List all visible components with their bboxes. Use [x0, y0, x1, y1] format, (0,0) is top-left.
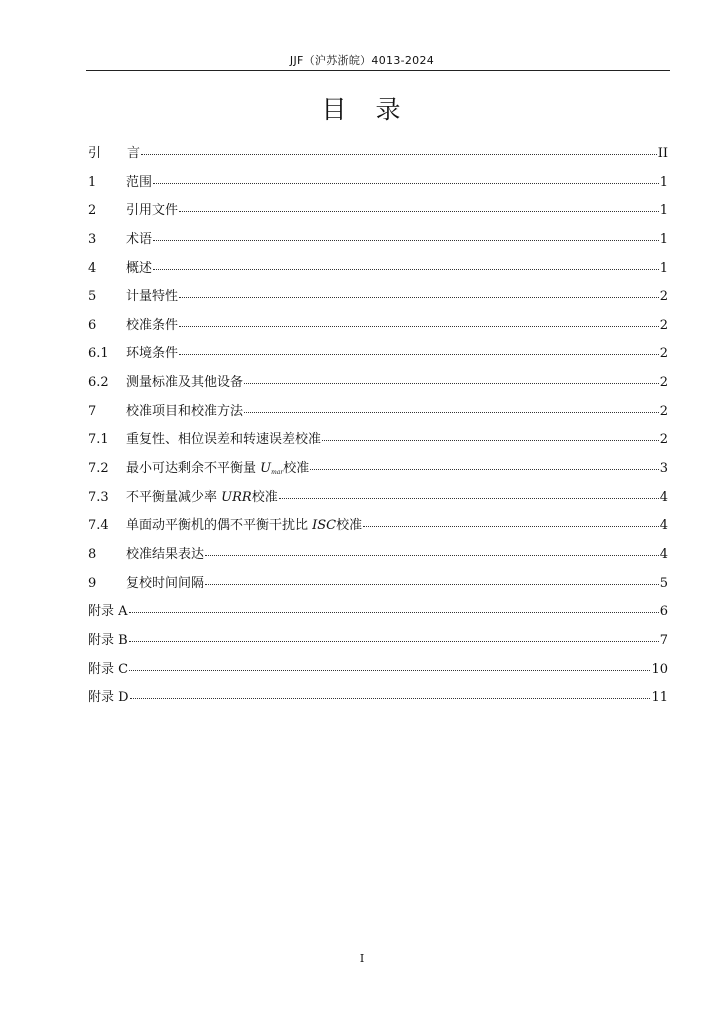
toc-label-suffix: 校准 [283, 461, 310, 477]
toc-label-suffix: 校准 [336, 518, 363, 534]
toc-entry-7-2[interactable] [88, 455, 668, 484]
dot-leader [179, 210, 659, 212]
toc-label: 校准项目和校准方法 [126, 403, 244, 419]
symbol-variable: U [260, 461, 272, 477]
toc-page: 5 [659, 575, 668, 591]
toc-number: 6 [88, 317, 97, 333]
toc-label: 引 言 [88, 146, 141, 161]
header-rule [86, 70, 670, 71]
toc-page: 4 [659, 546, 668, 562]
toc-label: 范围 [126, 174, 153, 190]
toc-number: 9 [88, 575, 97, 591]
toc-label: 环境条件 [126, 346, 179, 362]
dot-leader [279, 497, 659, 499]
toc-label: 引用文件 [126, 203, 179, 219]
toc-number: 7 [88, 403, 97, 419]
toc-page: 10 [651, 661, 668, 677]
toc-label: 校准条件 [126, 317, 179, 333]
dot-leader [153, 182, 659, 184]
toc-entry-appendix-b[interactable] [88, 627, 668, 656]
dot-leader [205, 583, 659, 585]
toc-label: 校准结果表达 [126, 546, 205, 562]
dot-leader [179, 296, 659, 298]
toc-entry-7-3[interactable] [88, 484, 668, 513]
toc-page: 2 [659, 289, 668, 305]
toc-page: 3 [659, 461, 668, 477]
toc-entry-3[interactable] [88, 226, 668, 255]
toc-number: 7.1 [88, 432, 109, 448]
toc-entry-8[interactable] [88, 541, 668, 570]
toc-number: 5 [88, 289, 97, 305]
dot-leader [129, 640, 659, 642]
toc-number: 8 [88, 546, 97, 562]
toc-label [126, 512, 362, 541]
toc-page: 2 [659, 432, 668, 448]
toc-page: 1 [659, 174, 668, 190]
toc-entry-2[interactable] [88, 197, 668, 226]
dot-leader [179, 353, 659, 355]
toc-entry-6-1[interactable] [88, 340, 668, 369]
toc-number: 7.3 [88, 489, 109, 505]
toc-entry-7[interactable] [88, 398, 668, 427]
toc-label: 附录 D [88, 690, 129, 706]
toc-entry-4[interactable] [88, 255, 668, 284]
toc-number: 7.2 [88, 461, 109, 477]
toc-entry-7-1[interactable] [88, 426, 668, 455]
toc-number: 2 [88, 203, 97, 219]
dot-leader [363, 525, 659, 527]
dot-leader [129, 611, 659, 613]
toc-entry-1[interactable] [88, 169, 668, 198]
dot-leader [244, 382, 659, 384]
toc-label [126, 484, 278, 513]
page-number: I [359, 952, 365, 965]
toc-page: 2 [659, 375, 668, 391]
toc-label: 重复性、相位误差和转速误差校准 [126, 432, 322, 448]
toc-label: 计量特性 [126, 289, 179, 305]
dot-leader [244, 411, 659, 413]
toc-label-text: 最小可达剩余不平衡量 [126, 461, 261, 477]
toc-page: 7 [659, 632, 668, 648]
toc-page: 1 [659, 231, 668, 247]
dot-leader [205, 554, 659, 556]
dot-leader [310, 468, 658, 470]
toc-number: 6.2 [88, 375, 109, 391]
symbol-variable: ISC [312, 518, 337, 534]
toc-page: 2 [659, 317, 668, 333]
toc-number: 3 [88, 231, 97, 247]
toc-number: 7.4 [88, 518, 109, 534]
toc-page: 1 [659, 260, 668, 276]
toc-entry-foreword[interactable] [88, 140, 668, 169]
dot-leader [130, 697, 651, 699]
toc-title: 目 录 [321, 95, 403, 124]
toc-label: 附录 B [88, 632, 128, 648]
toc-page: 11 [651, 690, 668, 706]
toc-label: 附录 A [88, 604, 128, 620]
toc-entry-appendix-d[interactable] [88, 684, 668, 713]
toc-page: 6 [659, 604, 668, 620]
toc-label-suffix: 校准 [251, 489, 278, 505]
toc-number: 6.1 [88, 346, 109, 362]
symbol-variable: URR [221, 489, 252, 505]
dot-leader [153, 239, 659, 241]
toc-number: 1 [88, 174, 97, 190]
symbol-subscript: mar [271, 469, 284, 477]
running-header: JJF（沪苏浙皖）4013-2024 [289, 54, 435, 67]
toc-label: 概述 [126, 260, 153, 276]
toc-label: 复校时间间隔 [126, 575, 205, 591]
toc-page: 4 [659, 518, 668, 534]
table-of-contents [88, 140, 668, 713]
toc-page: 1 [659, 203, 668, 219]
toc-page: II [657, 146, 668, 161]
toc-entry-5[interactable] [88, 283, 668, 312]
toc-label: 测量标准及其他设备 [126, 375, 244, 391]
toc-label-text: 单面动平衡机的偶不平衡干扰比 [126, 518, 313, 534]
toc-entry-6[interactable] [88, 312, 668, 341]
dot-leader [322, 439, 659, 441]
toc-page: 4 [659, 489, 668, 505]
toc-entry-appendix-a[interactable] [88, 598, 668, 627]
dot-leader [179, 325, 659, 327]
toc-entry-6-2[interactable] [88, 369, 668, 398]
dot-leader [141, 153, 657, 155]
toc-page: 2 [659, 403, 668, 419]
toc-entry-9[interactable] [88, 570, 668, 599]
toc-entry-appendix-c[interactable] [88, 656, 668, 685]
toc-number: 4 [88, 260, 97, 276]
toc-entry-7-4[interactable] [88, 512, 668, 541]
toc-label-text: 不平衡量减少率 [126, 489, 222, 505]
toc-label: 术语 [126, 231, 153, 247]
dot-leader [129, 669, 650, 671]
dot-leader [153, 268, 659, 270]
toc-label: 附录 C [88, 661, 129, 677]
toc-page: 2 [659, 346, 668, 362]
